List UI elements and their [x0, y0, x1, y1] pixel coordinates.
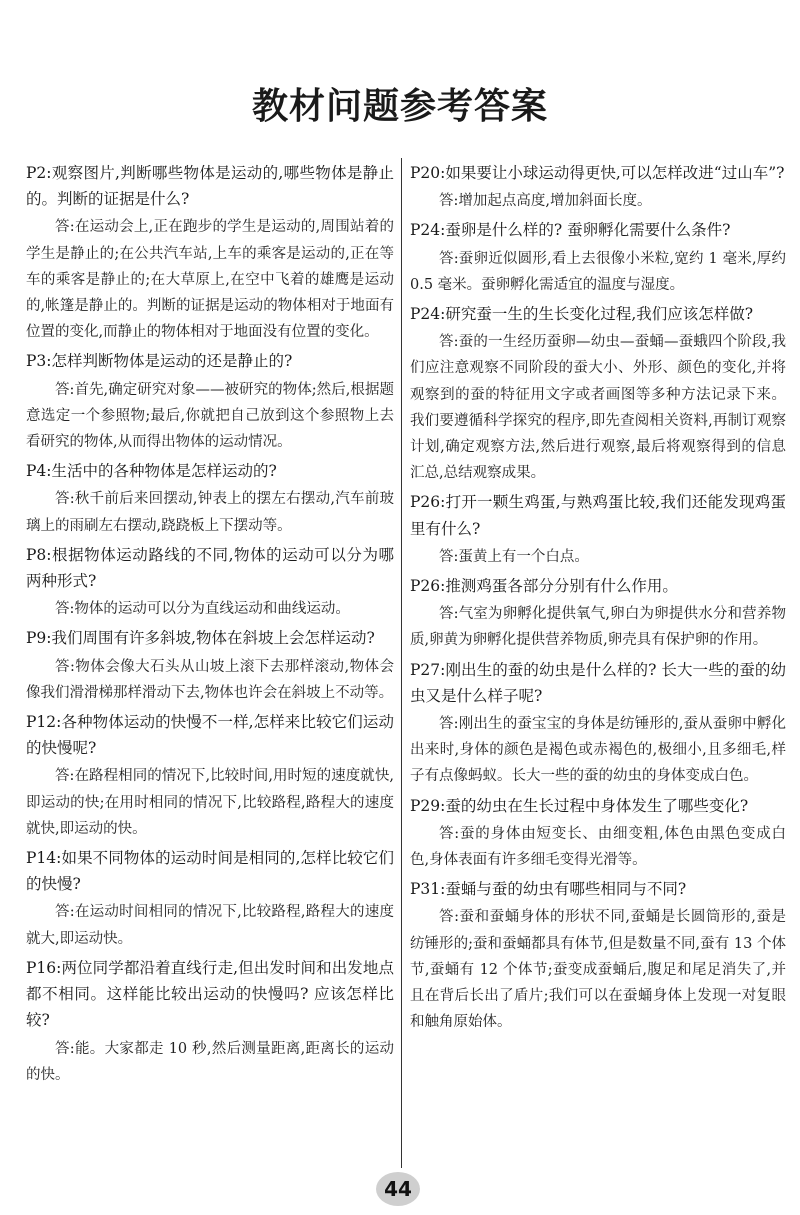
answer: 答:蚕的一生经历蚕卵—幼虫—蚕蛹—蚕蛾四个阶段,我们应注意观察不同阶段的蚕大小、外形、颜色的变化,并将观察到的蚕的特征用文字或者画图等多种方法记录下来。我们要遵循科学探究的程序,即先查阅相关资料,再制订观察计划,确定观察方法,然后进行观察,最后将观察得到的信息汇总,总结观察成果。	[410, 334, 786, 482]
question: P16:两位同学都沿着直线行走,但出发时间和出发地点都不相同。这样能比较出运动的快慢吗? 应该怎样比较?	[26, 958, 394, 1030]
answer: 答:能。大家都走 10 秒,然后测量距离,距离长的运动的快。	[26, 1040, 394, 1083]
question: P20:如果要让小球运动得更快,可以怎样改进“过山车”?	[410, 164, 785, 182]
question: P12:各种物体运动的快慢不一样,怎样来比较它们运动的快慢呢?	[26, 713, 394, 758]
qa-item	[26, 955, 394, 1088]
qa-item	[26, 542, 394, 623]
qa-item	[26, 625, 394, 706]
answer: 答:增加起点高度,增加斜面长度。	[439, 193, 652, 210]
question: P4:生活中的各种物体是怎样运动的?	[26, 462, 277, 481]
answer: 答:蚕和蚕蛹身体的形状不同,蚕蛹是长圆筒形的,蚕是纺锤形的;蚕和蚕蛹都具有体节,但是数量不同,蚕有 13 个体节,蚕蛹有 12 个体节;蚕变成蚕蛹后,腹足和尾足消失了,并且在背后长出了盾片;我们可以在蚕蛹身体上发现一对复眼和触角原始体。	[410, 909, 786, 1031]
qa-item	[410, 657, 786, 790]
answer: 答:气室为卵孵化提供氧气,卵白为卵提供水分和营养物质,卵黄为卵孵化提供营养物质,卵壳具有保护卵的作用。	[410, 606, 786, 649]
qa-item	[26, 160, 394, 345]
answer: 答:在运动会上,正在跑步的学生是运动的,周围站着的学生是静止的;在公共汽车站,上车的乘客是运动的,正在等车的乘客是静止的;在大草原上,在空中飞着的雄鹰是运动的,帐篷是静止的。判断的证据是运动的物体相对于地面有位置的变化,而静止的物体相对于地面没有位置的变化。	[26, 219, 394, 341]
question: P26:推测鸡蛋各部分分别有什么作用。	[410, 577, 678, 596]
question: P26:打开一颗生鸡蛋,与熟鸡蛋比较,我们还能发现鸡蛋里有什么?	[410, 493, 786, 538]
question: P14:如果不同物体的运动时间是相同的,怎样比较它们的快慢?	[26, 849, 394, 894]
question: P3:怎样判断物体是运动的还是静止的?	[26, 352, 293, 371]
answer: 答:蚕卵近似圆形,看上去很像小米粒,宽约 1 毫米,厚约 0.5 毫米。蚕卵孵化需适宜的温度与湿度。	[410, 250, 786, 293]
question: P31:蚕蛹与蚕的幼虫有哪些相同与不同?	[410, 880, 687, 899]
question: P24:蚕卵是什么样的? 蚕卵孵化需要什么条件?	[410, 221, 731, 240]
page-number: 44	[376, 1172, 420, 1206]
question: P2:观察图片,判断哪些物体是运动的,哪些物体是静止的。判断的证据是什么?	[26, 164, 394, 209]
qa-item	[410, 301, 786, 486]
qa-item	[26, 348, 394, 455]
question: P27:刚出生的蚕的幼虫是什么样的? 长大一些的蚕的幼虫又是什么样子呢?	[410, 660, 786, 705]
answer: 答:蛋黄上有一个白点。	[439, 548, 589, 565]
qa-item	[26, 458, 394, 539]
question: P29:蚕的幼虫在生长过程中身体发生了哪些变化?	[410, 796, 749, 815]
question: P8:根据物体运动路线的不同,物体的运动可以分为哪两种形式?	[26, 545, 394, 591]
left-column	[26, 160, 394, 1091]
qa-item	[410, 573, 786, 654]
answer: 答:物体会像大石头从山坡上滚下去那样滚动,物体会像我们滑滑梯那样滑动下去,物体也许会在斜坡上不动等。	[26, 658, 394, 701]
question: P24:研究蚕一生的生长变化过程,我们应该怎样做?	[410, 305, 754, 324]
answer: 答:蚕的身体由短变长、由细变粗,体色由黑色变成白色,身体表面有许多细毛变得光滑等。	[410, 825, 786, 869]
qa-item	[410, 160, 786, 214]
answer: 答:在路程相同的情况下,比较时间,用时短的速度就快,即运动的快;在用时相同的情况下,比较路程,路程大的速度就快,即运动的快。	[26, 768, 394, 837]
qa-item	[410, 489, 786, 570]
page-title: 教材问题参考答案	[251, 86, 548, 127]
qa-item	[410, 217, 786, 298]
column-divider	[401, 158, 402, 1168]
answer: 答:秋千前后来回摆动,钟表上的摆左右摆动,汽车前玻璃上的雨刷左右摆动,跷跷板上下摆动等。	[26, 491, 394, 534]
question: P9:我们周围有许多斜坡,物体在斜坡上会怎样运动?	[26, 629, 375, 648]
answer: 答:刚出生的蚕宝宝的身体是纺锤形的,蚕从蚕卵中孵化出来时,身体的颜色是褐色或赤褐色的,极细小,且多细毛,样子有点像蚂蚁。长大一些的蚕的幼虫的身体变成白色。	[410, 716, 786, 785]
answer: 答:首先,确定研究对象——被研究的物体;然后,根据题意选定一个参照物;最后,你就把自己放到这个参照物上去看研究的物体,从而得出物体的运动情况。	[26, 381, 394, 451]
answer: 答:物体的运动可以分为直线运动和曲线运动。	[55, 601, 350, 618]
qa-item	[410, 876, 786, 1035]
right-column	[410, 160, 786, 1039]
qa-item	[26, 845, 394, 952]
qa-item	[410, 793, 786, 874]
answer: 答:在运动时间相同的情况下,比较路程,路程大的速度就大,即运动快。	[26, 904, 394, 947]
qa-item	[26, 709, 394, 842]
